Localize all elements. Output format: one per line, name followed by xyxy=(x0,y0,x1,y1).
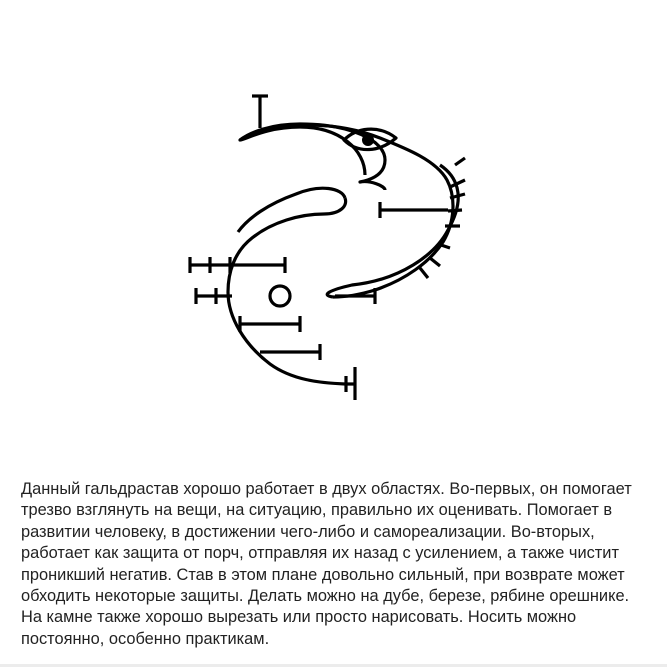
spiral-inner-curl xyxy=(238,188,345,232)
right-tick-8 xyxy=(420,268,428,278)
right-tick-1 xyxy=(455,158,465,165)
article-description: Данный гальдрастав хорошо работает в двух областях. Во-первых, он помогает трезво взглянуть на вещи, на ситуацию, правильно их оценивать. Помогает в развитии человеку, в достижении чего-либо и самореализации. Во-вторых, работает как защита от порч, отправляя их назад с усилением, а также чистит проникший негатив. Став в этом плане довольно сильный, при возврате может обходить некоторые защиты. Делать можно на дубе, березе, рябине орешнике. На камне также хорошо вырезать или просто нарисовать. Носить можно постоянно, особенно практикам. xyxy=(21,480,632,648)
small-circle xyxy=(270,286,290,306)
right-tick-4 xyxy=(448,210,462,211)
galdrastav-icon xyxy=(100,0,570,470)
galdrastav-figure xyxy=(100,0,570,470)
eye-pupil xyxy=(362,134,374,146)
right-tick-7 xyxy=(430,258,440,266)
